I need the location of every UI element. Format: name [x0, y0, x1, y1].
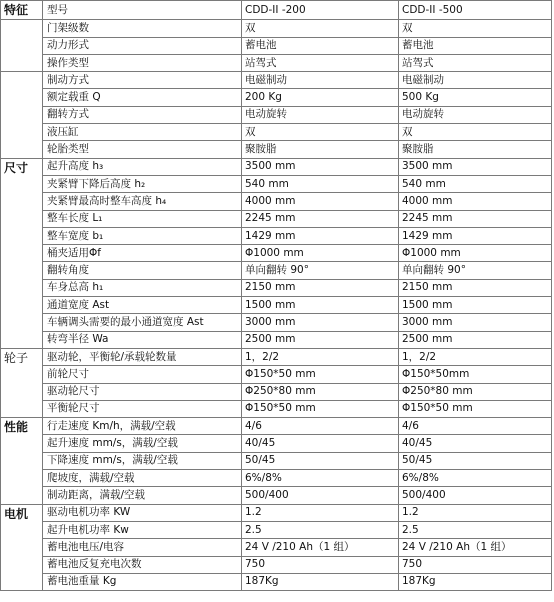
category-cell [1, 20, 43, 72]
model-a-value: 750 [242, 556, 399, 573]
spec-row [1, 141, 552, 158]
model-b-value: 1.2 [399, 504, 552, 521]
spec-row [1, 314, 552, 331]
model-b-value: 500/400 [399, 487, 552, 504]
model-b-value: Φ1000 mm [399, 245, 552, 262]
model-a-value: 2.5 [242, 521, 399, 538]
spec-row [1, 400, 552, 417]
spec-label: 车辆调头需要的最小通道宽度 Ast [43, 314, 242, 331]
spec-row [1, 262, 552, 279]
model-a-value: 电磁制动 [242, 72, 399, 89]
model-a-header: CDD-II -200 [242, 1, 399, 20]
model-a-value: 电动旋转 [242, 106, 399, 123]
spec-row [1, 297, 552, 314]
model-b-value: 187Kg [399, 573, 552, 590]
spec-label: 起升高度 h₃ [43, 158, 242, 175]
spec-label: 桶夹适用Φf [43, 245, 242, 262]
spec-row [1, 470, 552, 487]
model-b-value: 蓄电池 [399, 37, 552, 54]
spec-label: 额定载重 Q [43, 89, 242, 106]
spec-row [1, 521, 552, 538]
model-b-value: 4/6 [399, 418, 552, 435]
spec-label: 制动距离，满载/空载 [43, 487, 242, 504]
model-b-value: 1，2/2 [399, 348, 552, 365]
category-cell: 轮子 [1, 348, 43, 417]
spec-label: 翻转角度 [43, 262, 242, 279]
model-b-value: 2150 mm [399, 279, 552, 296]
model-b-value: 单向翻转 90° [399, 262, 552, 279]
spec-label: 蓄电池重量 Kg [43, 573, 242, 590]
spec-label: 整车宽度 b₁ [43, 227, 242, 244]
model-a-value: Φ150*50 mm [242, 366, 399, 383]
model-a-value: 40/45 [242, 435, 399, 452]
model-a-value: 3000 mm [242, 314, 399, 331]
model-a-value: 3500 mm [242, 158, 399, 175]
spec-table-body [1, 1, 552, 591]
model-b-value: 双 [399, 124, 552, 141]
spec-row [1, 435, 552, 452]
spec-label: 夹紧臂最高时整车高度 h₄ [43, 193, 242, 210]
model-b-value: 2500 mm [399, 331, 552, 348]
model-b-value: 24 V /210 Ah（1 组） [399, 539, 552, 556]
model-a-value: 4/6 [242, 418, 399, 435]
model-b-value: 4000 mm [399, 193, 552, 210]
model-b-value: 6%/8% [399, 470, 552, 487]
model-a-value: 500/400 [242, 487, 399, 504]
spec-label: 整车长度 L₁ [43, 210, 242, 227]
spec-label: 驱动轮尺寸 [43, 383, 242, 400]
spec-row [1, 279, 552, 296]
spec-row [1, 504, 552, 521]
spec-label: 转弯半径 Wa [43, 331, 242, 348]
spec-row [1, 72, 552, 89]
spec-row [1, 539, 552, 556]
spec-label: 起升速度 mm/s，满载/空载 [43, 435, 242, 452]
category-cell: 电机 [1, 504, 43, 590]
model-a-value: 双 [242, 124, 399, 141]
spec-row [1, 331, 552, 348]
model-a-value: 蓄电池 [242, 37, 399, 54]
model-a-value: 187Kg [242, 573, 399, 590]
model-b-value: 2245 mm [399, 210, 552, 227]
model-a-value: 2500 mm [242, 331, 399, 348]
spec-label: 蓄电池反复充电次数 [43, 556, 242, 573]
model-a-value: Φ250*80 mm [242, 383, 399, 400]
model-b-value: 聚胺脂 [399, 141, 552, 158]
model-b-value: Φ150*50mm [399, 366, 552, 383]
spec-row [1, 348, 552, 365]
spec-row [1, 227, 552, 244]
model-a-value: 24 V /210 Ah（1 组） [242, 539, 399, 556]
spec-row [1, 158, 552, 175]
spec-row [1, 366, 552, 383]
model-a-value: 4000 mm [242, 193, 399, 210]
model-b-value: 2.5 [399, 521, 552, 538]
spec-label: 驱动电机功率 KW [43, 504, 242, 521]
spec-label: 通道宽度 Ast [43, 297, 242, 314]
model-a-value: 单向翻转 90° [242, 262, 399, 279]
model-b-value: Φ150*50 mm [399, 400, 552, 417]
spec-row [1, 106, 552, 123]
spec-row [1, 210, 552, 227]
spec-row [1, 193, 552, 210]
spec-label: 动力形式 [43, 37, 242, 54]
model-a-value: 双 [242, 20, 399, 37]
model-b-value: 1500 mm [399, 297, 552, 314]
header-row [1, 1, 552, 20]
model-b-value: 3000 mm [399, 314, 552, 331]
model-b-value: 站驾式 [399, 54, 552, 71]
category-cell: 尺寸 [1, 158, 43, 348]
model-b-value: 540 mm [399, 175, 552, 192]
spec-label: 制动方式 [43, 72, 242, 89]
spec-row [1, 556, 552, 573]
model-a-value: 聚胺脂 [242, 141, 399, 158]
model-a-value: Φ150*50 mm [242, 400, 399, 417]
model-b-value: 50/45 [399, 452, 552, 469]
spec-label: 爬坡度，满载/空载 [43, 470, 242, 487]
spec-label: 前轮尺寸 [43, 366, 242, 383]
spec-label: 轮胎类型 [43, 141, 242, 158]
model-a-value: 2150 mm [242, 279, 399, 296]
spec-label: 蓄电池电压/电容 [43, 539, 242, 556]
model-a-value: 50/45 [242, 452, 399, 469]
model-a-value: 200 Kg [242, 89, 399, 106]
model-b-value: Φ250*80 mm [399, 383, 552, 400]
spec-row [1, 20, 552, 37]
model-a-value: Φ1000 mm [242, 245, 399, 262]
model-b-header: CDD-II -500 [399, 1, 552, 20]
spec-label: 行走速度 Km/h，满载/空载 [43, 418, 242, 435]
spec-label: 翻转方式 [43, 106, 242, 123]
category-cell: 性能 [1, 418, 43, 504]
spec-label: 驱动轮，平衡轮/承载轮数量 [43, 348, 242, 365]
spec-row [1, 89, 552, 106]
model-a-value: 6%/8% [242, 470, 399, 487]
model-b-value: 750 [399, 556, 552, 573]
model-b-value: 500 Kg [399, 89, 552, 106]
spec-row [1, 54, 552, 71]
spec-row [1, 573, 552, 590]
spec-label: 起升电机功率 Kw [43, 521, 242, 538]
spec-row [1, 383, 552, 400]
spec-row [1, 418, 552, 435]
spec-label: 门架级数 [43, 20, 242, 37]
spec-row [1, 124, 552, 141]
spec-row [1, 37, 552, 54]
spec-label: 液压缸 [43, 124, 242, 141]
spec-label: 操作类型 [43, 54, 242, 71]
model-b-value: 电磁制动 [399, 72, 552, 89]
model-b-value: 40/45 [399, 435, 552, 452]
model-a-value: 1.2 [242, 504, 399, 521]
spec-label: 平衡轮尺寸 [43, 400, 242, 417]
category-cell [1, 72, 43, 158]
model-a-value: 540 mm [242, 175, 399, 192]
model-a-value: 2245 mm [242, 210, 399, 227]
model-a-value: 1500 mm [242, 297, 399, 314]
model-b-value: 电动旋转 [399, 106, 552, 123]
spec-label: 夹紧臂下降后高度 h₂ [43, 175, 242, 192]
model-a-value: 1429 mm [242, 227, 399, 244]
model-b-value: 双 [399, 20, 552, 37]
header-label: 型号 [43, 1, 242, 20]
spec-row [1, 487, 552, 504]
model-a-value: 1，2/2 [242, 348, 399, 365]
model-b-value: 3500 mm [399, 158, 552, 175]
spec-label: 车身总高 h₁ [43, 279, 242, 296]
spec-label: 下降速度 mm/s，满载/空载 [43, 452, 242, 469]
spec-row [1, 175, 552, 192]
model-a-value: 站驾式 [242, 54, 399, 71]
category-cell: 特征 [1, 1, 43, 20]
model-b-value: 1429 mm [399, 227, 552, 244]
spec-row [1, 452, 552, 469]
spec-row [1, 245, 552, 262]
